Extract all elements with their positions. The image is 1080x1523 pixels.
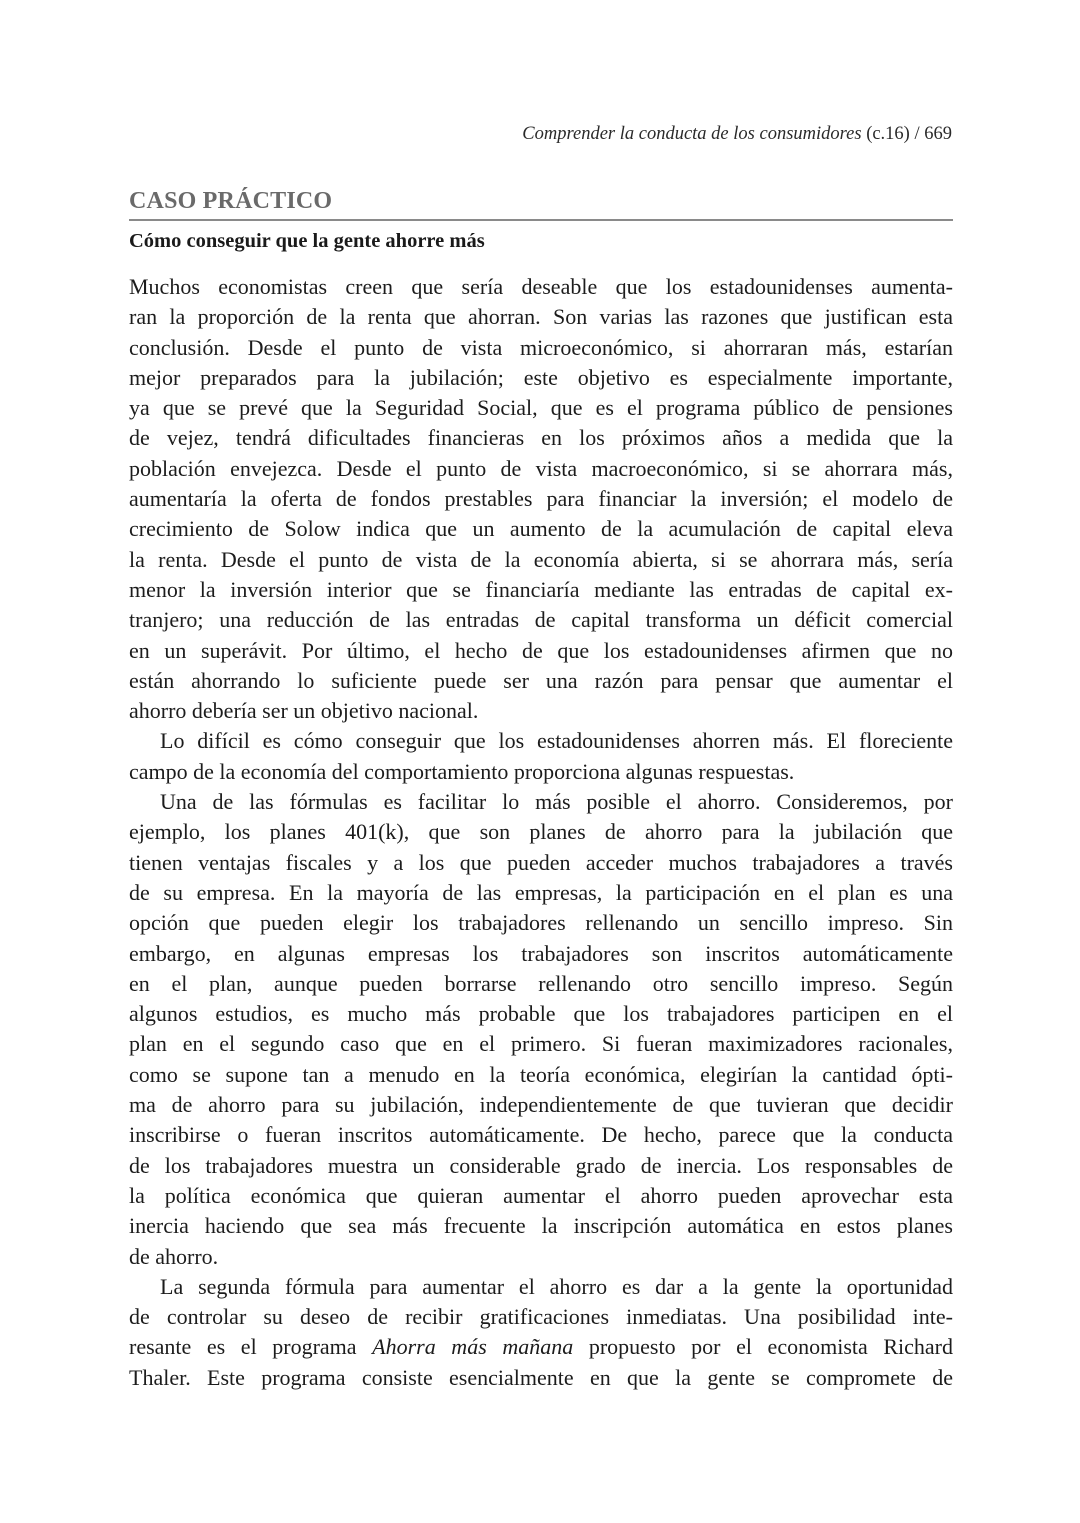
- text-line: inercia haciendo que sea más frecuente la inscripción automática en estos planes: [129, 1213, 953, 1239]
- text-line: población envejezca. Desde el punto de vista macroeconómico, si se ahorrara más,: [129, 455, 953, 481]
- section-subtitle: Cómo conseguir que la gente ahorre más: [129, 230, 485, 252]
- text-line: la renta. Desde el punto de vista de la economía abierta, si se ahorrara más, sería: [129, 546, 953, 572]
- text-fragment: propuesto por el economista Richard: [573, 1334, 953, 1360]
- text-line: la política económica que quieran aumentar el ahorro pueden aprovechar esta: [129, 1182, 953, 1208]
- text-line: opción que pueden elegir los trabajadores rellenando un sencillo impreso. Sin: [129, 910, 953, 936]
- text-line: de los trabajadores muestra un considerable grado de inercia. Los responsables de: [129, 1152, 953, 1178]
- text-line: conclusión. Desde el punto de vista microeconómico, si ahorraran más, estarían: [129, 334, 953, 360]
- text-line: campo de la economía del comportamiento proporciona algunas respuestas.: [129, 758, 795, 784]
- case-study-section: [129, 186, 953, 1393]
- paragraph-2: [129, 726, 953, 787]
- text-line: de ahorro.: [129, 1243, 219, 1269]
- text-line: menor la inversión interior que se financiaría mediante las entradas de capital ex-: [129, 576, 953, 602]
- text-line: en un superávit. Por último, el hecho de que los estadounidenses afirmen que no: [129, 637, 953, 663]
- running-head: [522, 124, 952, 145]
- text-line: La segunda fórmula para aumentar el ahorro es dar a la gente la oportunidad: [160, 1273, 953, 1299]
- text-line: mejor preparados para la jubilación; este objetivo es especialmente importante,: [129, 364, 953, 390]
- text-line: tienen ventajas fiscales y a los que pueden acceder muchos trabajadores a través: [129, 849, 953, 875]
- text-line: de vejez, tendrá dificultades financieras en los próximos años a medida que la: [129, 425, 953, 451]
- paragraph-4: [129, 1272, 953, 1393]
- text-line: tranjero; una reducción de las entradas de capital transforma un déficit comercial: [129, 607, 953, 633]
- text-line: como se supone tan a menudo en la teoría económica, elegirían la cantidad ópti-: [129, 1061, 953, 1087]
- text-line: crecimiento de Solow indica que un aumento de la acumulación de capital eleva: [129, 516, 953, 542]
- text-line: algunos estudios, es mucho más probable que los trabajadores participen en el: [129, 1001, 953, 1027]
- text-line: Una de las fórmulas es facilitar lo más posible el ahorro. Consideremos, por: [160, 789, 953, 815]
- section-rule: [129, 219, 953, 221]
- text-line: Lo difícil es cómo conseguir que los estadounidenses ahorren más. El floreciente: [160, 728, 953, 754]
- text-fragment: resante es el programa: [129, 1334, 373, 1360]
- text-line: de su empresa. En la mayoría de las empresas, la participación en el plan es una: [129, 879, 953, 905]
- text-line: ya que se prevé que la Seguridad Social, que es el programa público de pensiones: [129, 395, 953, 421]
- running-head-title: Comprender la conducta de los consumidores: [522, 124, 862, 144]
- text-line: plan en el segundo caso que en el primero. Si fueran maximizadores racionales,: [129, 1031, 953, 1057]
- running-head-separator: /: [909, 124, 925, 144]
- running-head-chapter: (c.16): [861, 124, 910, 144]
- text-line: ran la proporción de la renta que ahorran. Son varias las razones que justifican esta: [129, 304, 953, 330]
- text-line: inscribirse o fueran inscritos automáticamente. De hecho, parece que la conducta: [129, 1122, 953, 1148]
- text-line: ejemplo, los planes 401(k), que son planes de ahorro para la jubilación que: [129, 819, 953, 845]
- section-kicker: CASO PRÁCTICO: [129, 188, 333, 214]
- text-line: Muchos economistas creen que sería deseable que los estadounidenses aumenta-: [129, 274, 953, 299]
- text-line: en el plan, aunque pueden borrarse rellenando otro sencillo impreso. Según: [129, 970, 953, 996]
- text-line: de controlar su deseo de recibir gratificaciones inmediatas. Una posibilidad inte-: [129, 1304, 953, 1330]
- text-line: embargo, en algunas empresas los trabajadores son inscritos automáticamente: [129, 940, 953, 966]
- text-line: aumentaría la oferta de fondos prestables para financiar la inversión; el modelo de: [129, 486, 953, 512]
- body-text: [129, 272, 953, 1393]
- text-line: Thaler. Este programa consiste esencialmente en que la gente se compromete de: [129, 1364, 953, 1390]
- program-name-italic: Ahorra más mañana: [372, 1334, 574, 1360]
- paragraph-3: [129, 787, 953, 1272]
- text-line: ma de ahorro para su jubilación, independientemente de que tuvieran que decidir: [129, 1092, 953, 1118]
- paragraph-1: [129, 272, 953, 726]
- text-line: [129, 1332, 953, 1362]
- text-line: están ahorrando lo suficiente puede ser una razón para pensar que aumentar el: [129, 667, 953, 693]
- text-line: ahorro debería ser un objetivo nacional.: [129, 698, 479, 724]
- page-number: 669: [924, 124, 952, 144]
